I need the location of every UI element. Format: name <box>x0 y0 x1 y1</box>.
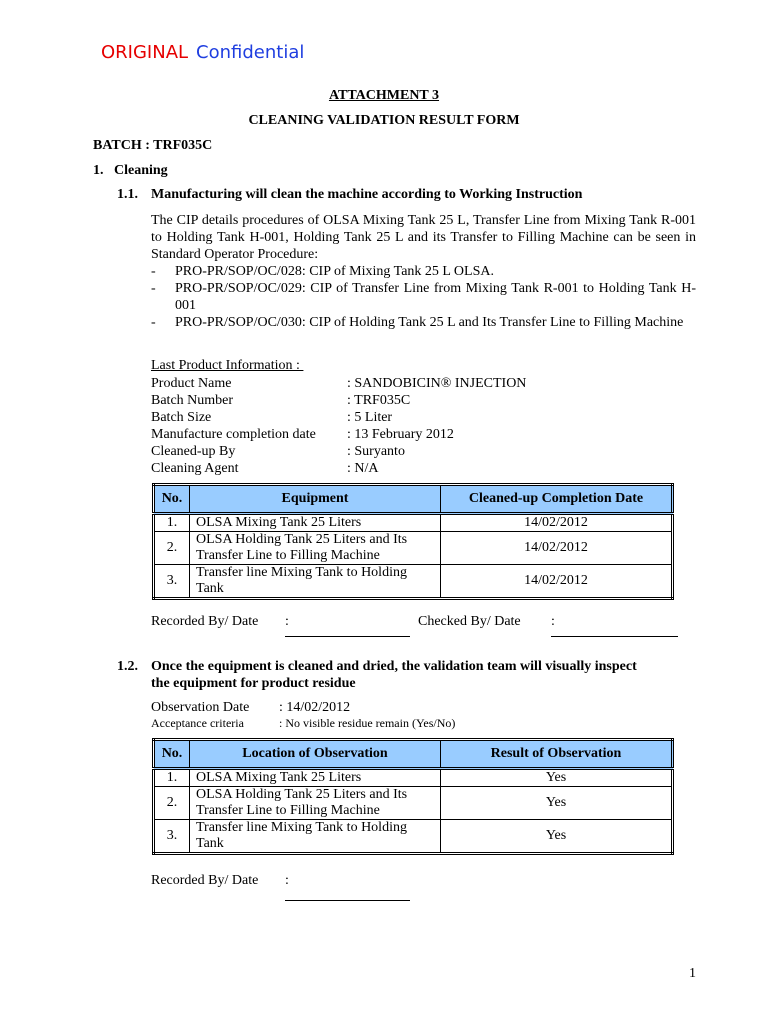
checked-by-signature-line[interactable] <box>551 636 678 637</box>
stamp-confidential: Confidential <box>196 42 305 63</box>
completion-date: 14/02/2012 <box>441 514 673 532</box>
completion-date: 14/02/2012 <box>441 565 673 599</box>
section-1-1-title: Manufacturing will clean the machine according to Working Instruction <box>151 187 583 202</box>
section-cleaning-heading: 1. Cleaning <box>93 163 168 178</box>
info-value: : 13 February 2012 <box>347 427 454 442</box>
info-value: : 5 Liter <box>347 410 393 425</box>
col-header-completion-date: Cleaned-up Completion Date <box>441 485 673 514</box>
info-label: Batch Number <box>151 393 234 408</box>
row-number: 2. <box>154 787 190 820</box>
info-label: Product Name <box>151 376 232 391</box>
checked-by-label: Checked By/ Date <box>418 614 521 629</box>
section-1-2-number: 1.2. <box>117 659 138 674</box>
recorded-by-colon: : <box>285 873 289 888</box>
row-number: 3. <box>154 565 190 599</box>
equipment-table <box>152 483 674 600</box>
row-number: 1. <box>154 514 190 532</box>
last-product-info-title: Last Product Information : <box>151 358 304 373</box>
section-1-2-title-cont: the equipment for product residue <box>151 676 356 691</box>
batch-label: BATCH : TRF035C <box>93 138 213 153</box>
confidentiality-stamp <box>101 42 304 63</box>
observation-location: OLSA Mixing Tank 25 Liters <box>190 769 441 787</box>
col-header-result: Result of Observation <box>441 740 673 769</box>
observation-table <box>152 738 674 855</box>
table-row <box>154 514 673 532</box>
recorded-by-colon: : <box>285 614 289 629</box>
row-number: 3. <box>154 820 190 854</box>
table-row <box>154 532 673 565</box>
equipment-name: OLSA Holding Tank 25 Liters and Its Transfer Line to Filling Machine <box>190 532 441 565</box>
observation-result: Yes <box>441 787 673 820</box>
info-value: : Suryanto <box>347 444 405 459</box>
acceptance-criteria-value: : No visible residue remain (Yes/No) <box>279 716 456 730</box>
equipment-name: OLSA Mixing Tank 25 Liters <box>190 514 441 532</box>
equipment-name: Transfer line Mixing Tank to Holding Tank <box>190 565 441 599</box>
last-product-info <box>151 375 651 477</box>
table-row <box>154 820 673 854</box>
checked-by-colon: : <box>551 614 555 629</box>
sop-bullet-text: PRO-PR/SOP/OC/028: CIP of Mixing Tank 25 L OLSA. <box>175 264 494 279</box>
acceptance-criteria-label: Acceptance criteria <box>151 716 244 730</box>
info-value: : N/A <box>347 461 379 476</box>
recorded-by-signature-line[interactable] <box>285 900 410 901</box>
row-number: 2. <box>154 532 190 565</box>
info-label: Cleaning Agent <box>151 461 239 476</box>
info-value: : TRF035C <box>347 393 411 408</box>
col-header-location: Location of Observation <box>190 740 441 769</box>
recorded-by-label: Recorded By/ Date <box>151 873 259 888</box>
sop-bullet: - PRO-PR/SOP/OC/030: CIP of Holding Tank 25 L and Its Transfer Line to Filling Machine <box>151 314 696 348</box>
sop-bullet-text: PRO-PR/SOP/OC/030: CIP of Holding Tank 25 L and Its Transfer Line to Filling Machine <box>175 315 684 330</box>
observation-date-value: : 14/02/2012 <box>279 700 351 715</box>
observation-location: Transfer line Mixing Tank to Holding Tank <box>190 820 441 854</box>
table-row <box>154 787 673 820</box>
observation-location: OLSA Holding Tank 25 Liters and Its Transfer Line to Filling Machine <box>190 787 441 820</box>
sop-bullet-text: PRO-PR/SOP/OC/029: CIP of Transfer Line from Mixing Tank R-001 to Holding Tank H-001 <box>175 281 696 313</box>
table-header-row <box>154 740 673 769</box>
form-title: CLEANING VALIDATION RESULT FORM <box>248 113 520 128</box>
info-label: Batch Size <box>151 410 212 425</box>
table-row <box>154 565 673 599</box>
table-row <box>154 769 673 787</box>
info-label: Manufacture completion date <box>151 427 316 442</box>
recorded-by-label: Recorded By/ Date <box>151 614 259 629</box>
section-1-1-number: 1.1. <box>117 187 138 202</box>
cip-intro-paragraph: The CIP details procedures of OLSA Mixing Tank 25 L, Transfer Line from Mixing Tank R-001 to Holding Tank H-001, Holding Tank 25 L and its Transfer to Filling Machine can be seen in Standard Operator Procedure: <box>151 213 696 262</box>
info-label: Cleaned-up By <box>151 444 236 459</box>
col-header-no: No. <box>154 485 190 514</box>
col-header-equipment: Equipment <box>190 485 441 514</box>
recorded-by-signature-line[interactable] <box>285 636 410 637</box>
row-number: 1. <box>154 769 190 787</box>
stamp-original: ORIGINAL <box>101 42 189 63</box>
observation-result: Yes <box>441 820 673 854</box>
observation-result: Yes <box>441 769 673 787</box>
completion-date: 14/02/2012 <box>441 532 673 565</box>
observation-date-label: Observation Date <box>151 700 250 715</box>
attachment-title: ATTACHMENT 3 <box>328 88 440 103</box>
sop-bullet: - PRO-PR/SOP/OC/029: CIP of Transfer Line from Mixing Tank R-001 to Holding Tank H-001 <box>151 281 696 313</box>
sop-bullet: - PRO-PR/SOP/OC/028: CIP of Mixing Tank 25 L OLSA. <box>151 263 696 280</box>
info-value: : SANDOBICIN® INJECTION <box>347 376 527 391</box>
section-1-2-title: Once the equipment is cleaned and dried, the validation team will visually inspect <box>151 659 637 674</box>
col-header-no: No. <box>154 740 190 769</box>
page-number: 1 <box>689 966 696 981</box>
table-header-row <box>154 485 673 514</box>
